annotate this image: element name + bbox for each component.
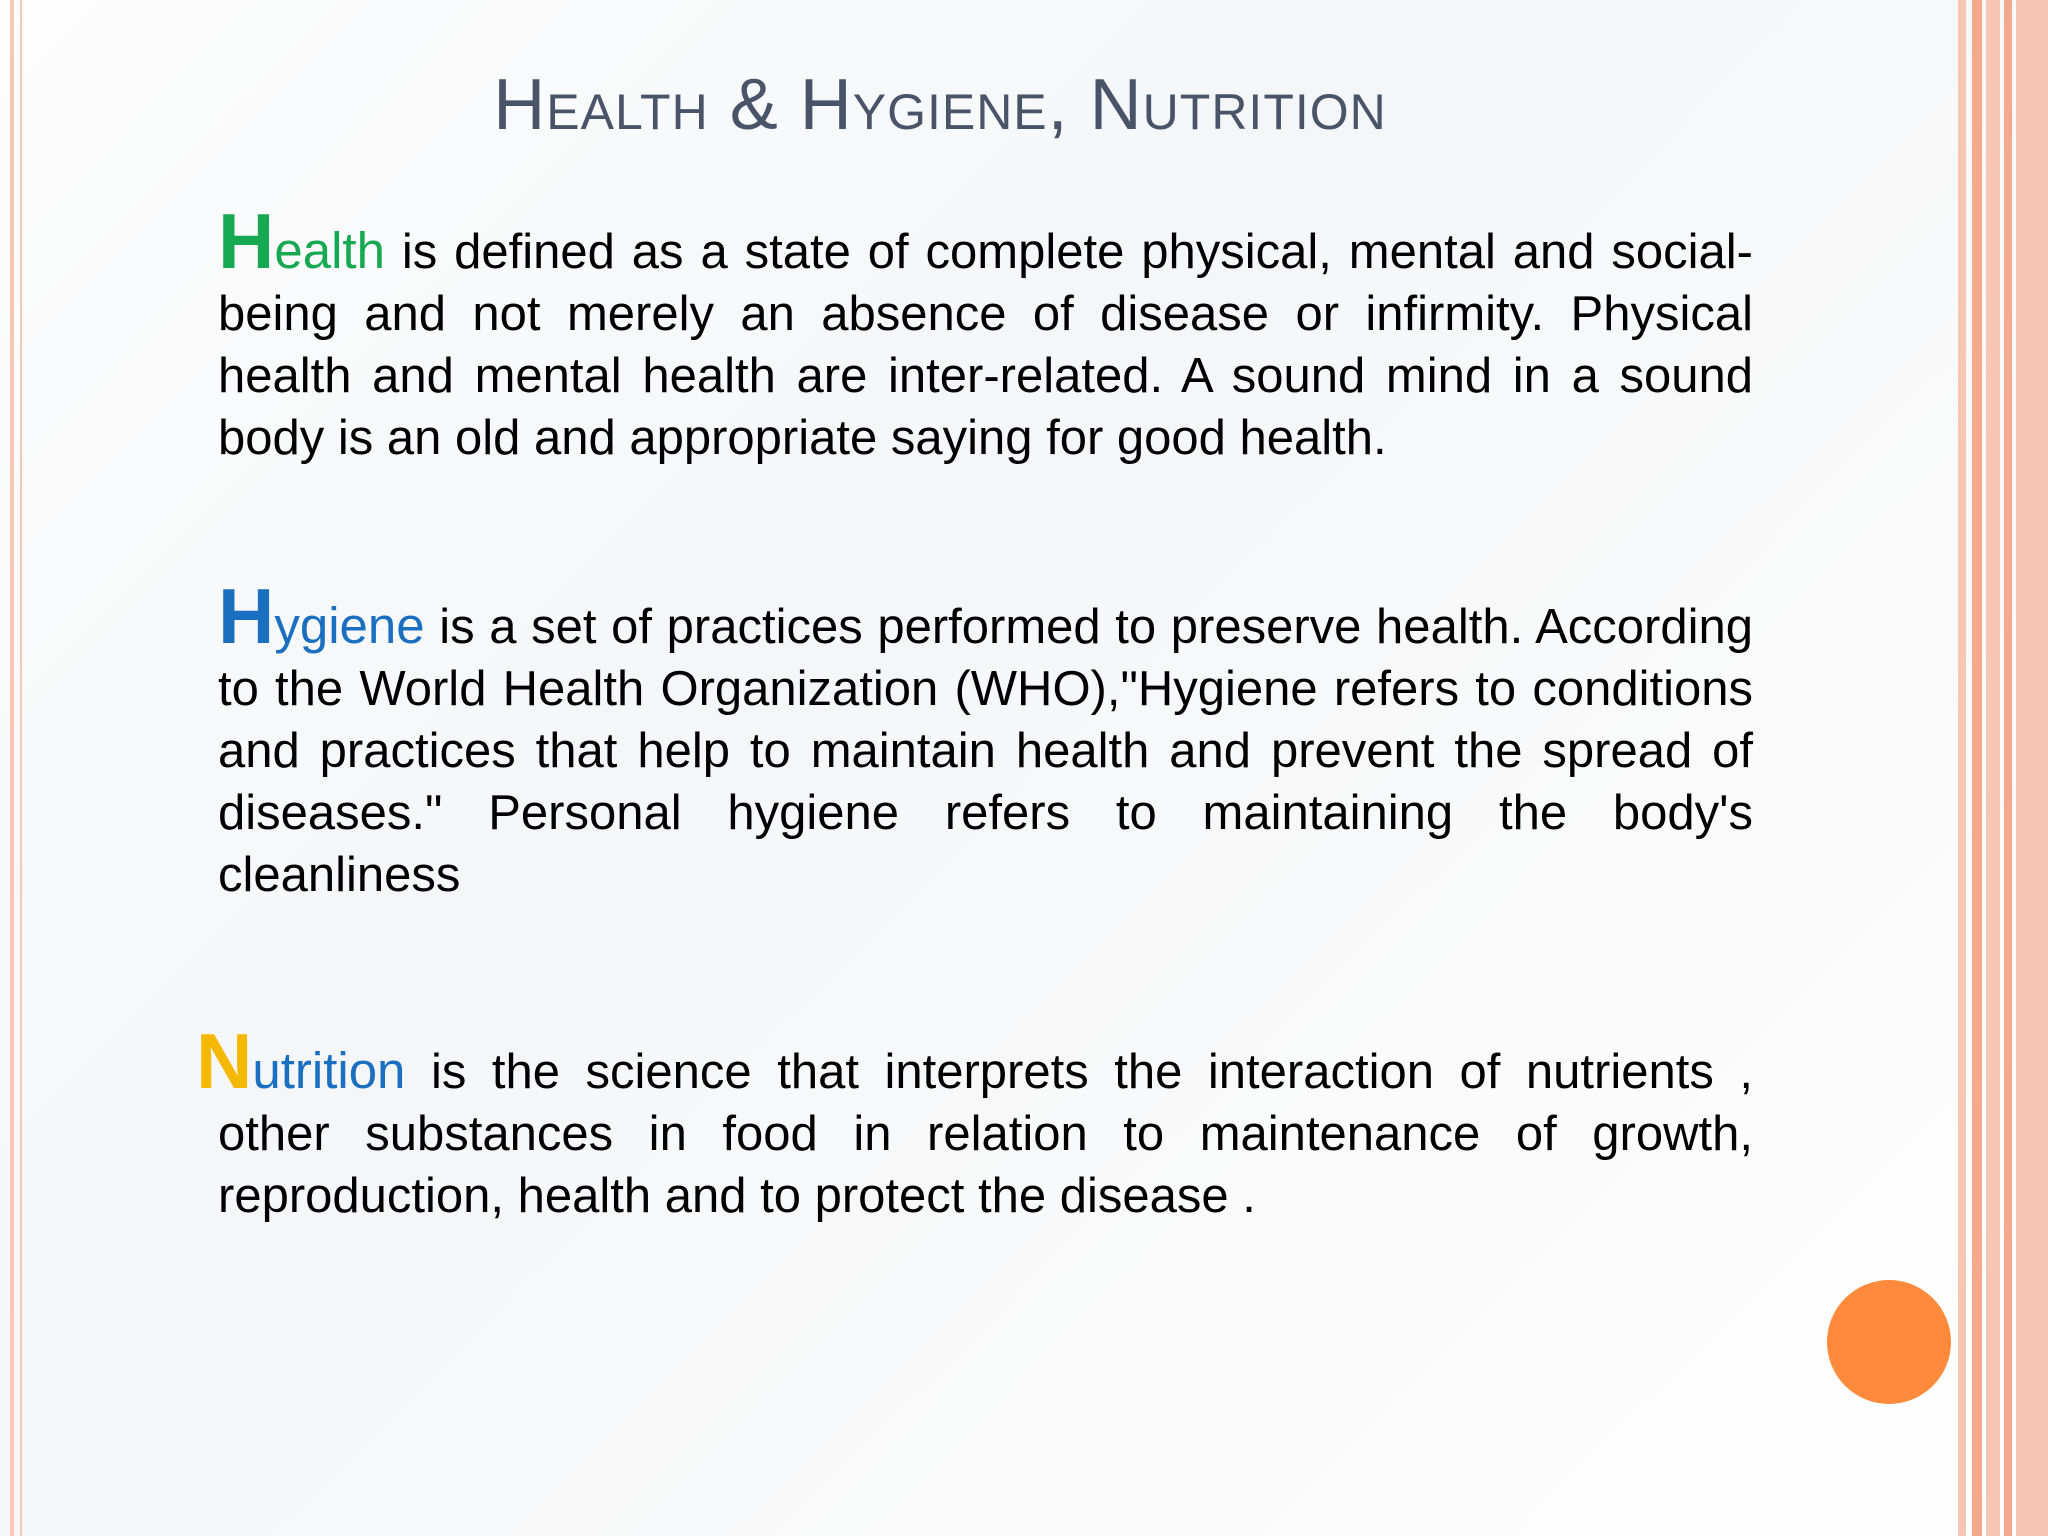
health-term-rest: ealth bbox=[274, 222, 385, 279]
orange-circle-decoration bbox=[1827, 1280, 1951, 1404]
right-border-stripe bbox=[1958, 0, 1966, 1536]
paragraph-nutrition bbox=[196, 1017, 1753, 1227]
health-initial: H bbox=[218, 197, 275, 285]
paragraph-hygiene bbox=[218, 572, 1753, 906]
hygiene-initial: H bbox=[218, 572, 275, 660]
left-border-line-thin bbox=[20, 0, 22, 1536]
nutrition-term-rest: utrition bbox=[252, 1042, 406, 1099]
health-definition: is defined as a state of complete physical, mental and social-being and not merely an absence of disease or infirmity. Physical health and mental health are inter-related. A sound mind in a sound body is an old and appropriate saying for good health. bbox=[218, 225, 1753, 465]
slide-title: Health & Hygiene, Nutrition bbox=[493, 65, 1387, 145]
right-border-stripe bbox=[1972, 0, 1982, 1536]
nutrition-initial: N bbox=[196, 1017, 253, 1105]
right-border-stripe bbox=[2016, 0, 2048, 1536]
left-border-line bbox=[10, 0, 14, 1536]
hygiene-definition: is a set of practices performed to preserve health. According to the World Health Organization (WHO),"Hygiene refers to conditions and practices that help to maintain health and prevent the spread of diseases." Personal hygiene refers to maintaining the body's cleanliness bbox=[218, 600, 1753, 902]
paragraph-health bbox=[218, 197, 1753, 469]
hygiene-term-rest: ygiene bbox=[274, 597, 425, 654]
right-border-stripe bbox=[2004, 0, 2012, 1536]
right-border-stripe bbox=[1986, 0, 2000, 1536]
nutrition-definition: is the science that interprets the interaction of nutrients , other substances in food in relation to maintenance of growth, reproduction, health and to protect the disease . bbox=[218, 1045, 1753, 1223]
